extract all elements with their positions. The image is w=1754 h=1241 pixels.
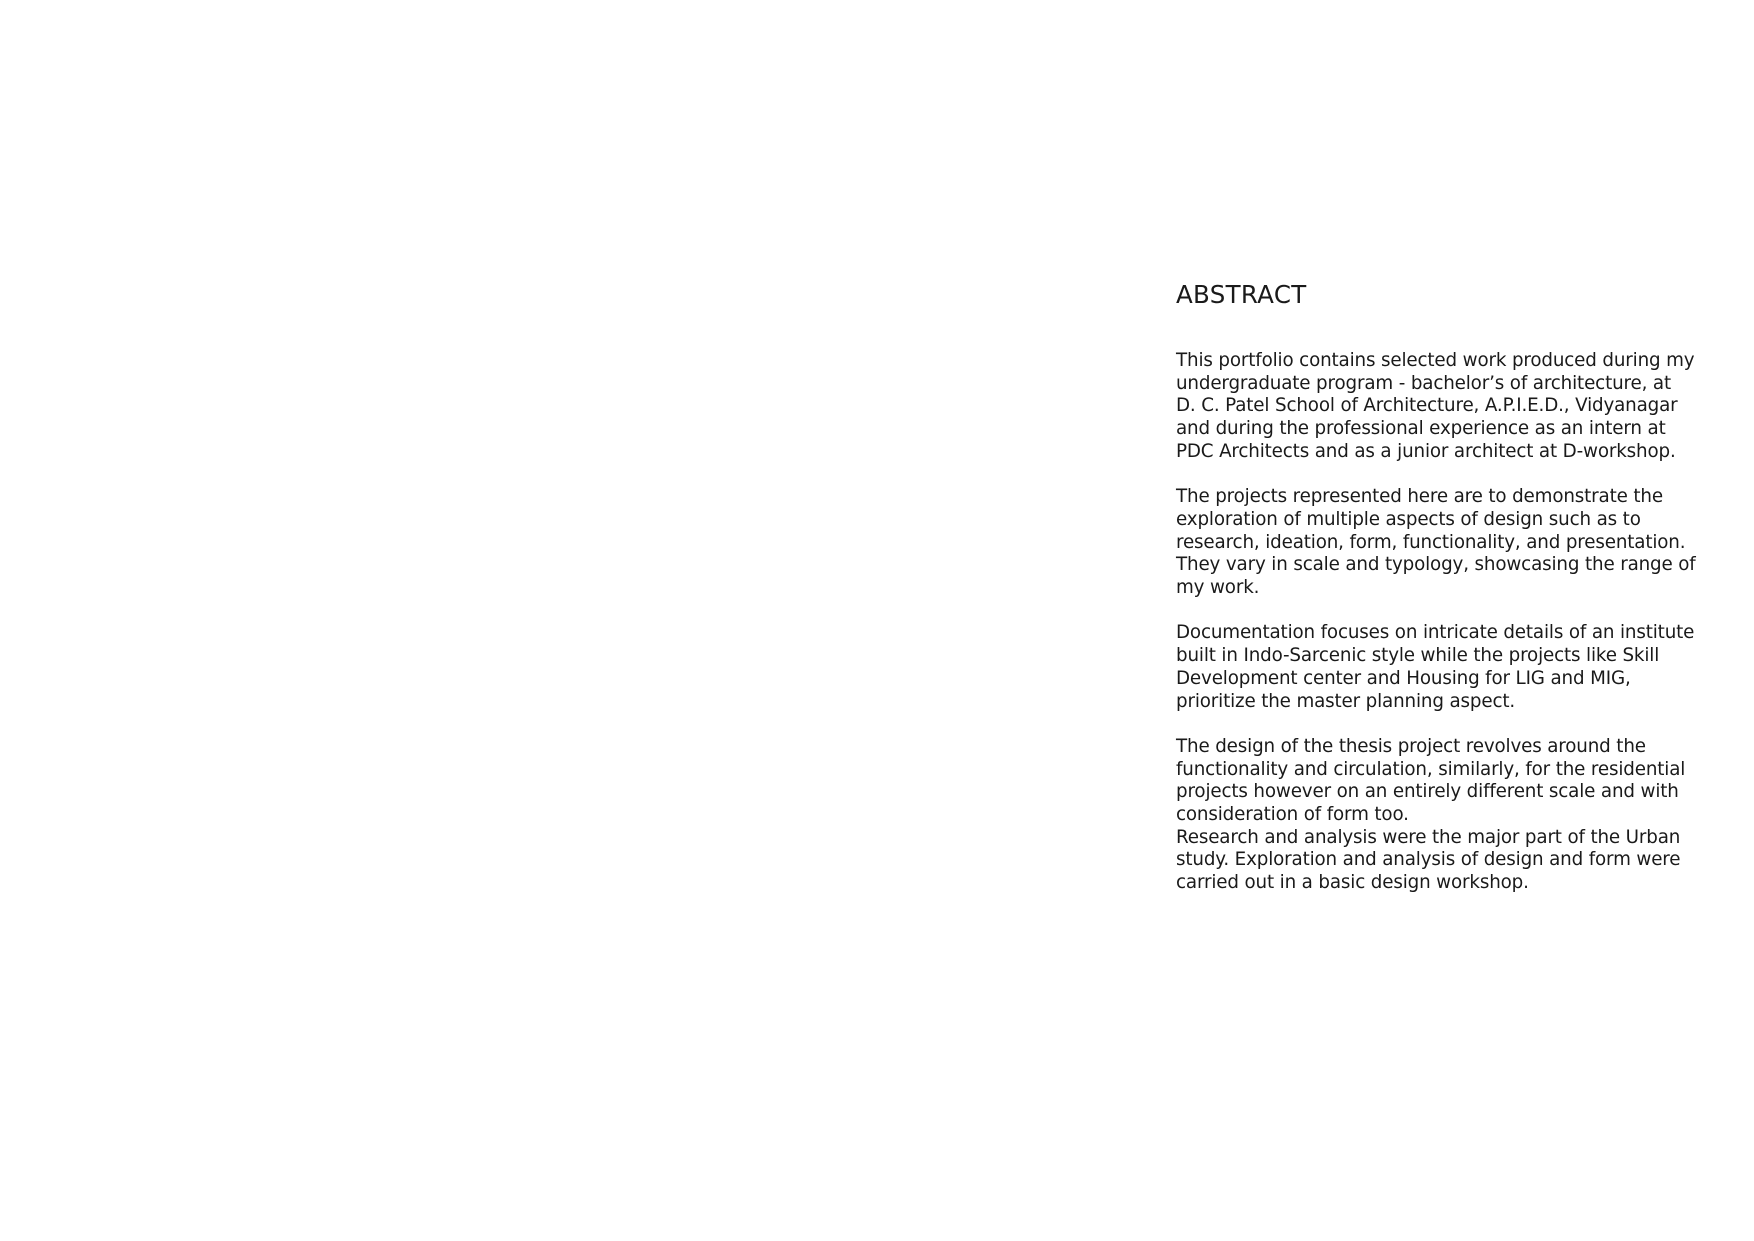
abstract-section (1176, 280, 1721, 895)
abstract-paragraph-1: This portfolio contains selected work produced during my undergraduate program - bachelor’s of architecture, at D. C. Patel School of Architecture, A.P.I.E.D., Vidyanagar and during the professional experience as an intern at PDC Architects and as a junior architect at D-workshop. (1176, 350, 1695, 462)
abstract-paragraph-2: The projects represented here are to demonstrate the exploration of multiple aspects of design such as to research, ideation, form, functionality, and presentation. They vary in scale and typology, showcasing the range of my work. (1176, 486, 1696, 599)
abstract-paragraph-5: Research and analysis were the major part of the Urban study. Exploration and analysis of design and form were carried out in a basic design workshop. (1176, 826, 1681, 894)
right-page (877, 0, 1754, 1241)
abstract-paragraph-4: The design of the thesis project revolves around the functionality and circulation, similarly, for the residential projects however on an entirely different scale and with consideration of form too. (1176, 735, 1686, 826)
abstract-heading: ABSTRACT (1176, 280, 1307, 309)
abstract-paragraph-3: Documentation focuses on intricate details of an institute built in Indo-Sarcenic style while the projects like Skill Development center and Housing for LIG and MIG, prioritize the master planning aspect. (1176, 622, 1695, 712)
